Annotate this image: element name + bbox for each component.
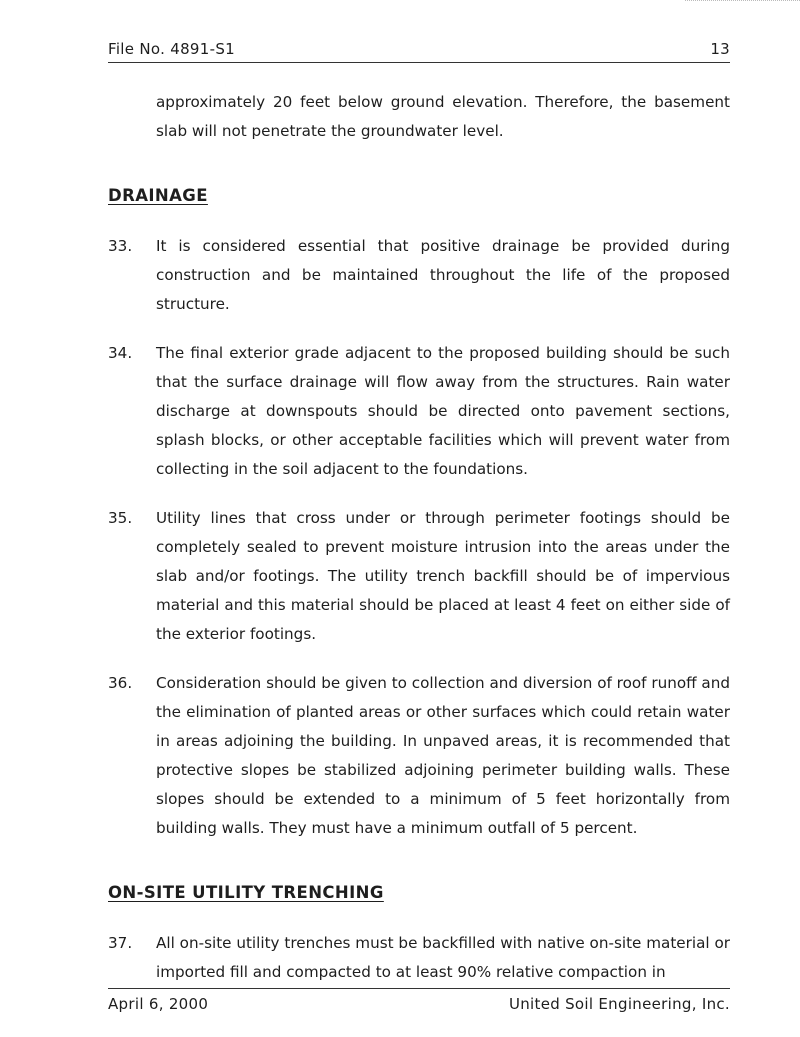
document-body xyxy=(108,88,730,987)
intro-paragraph: approximately 20 feet below ground elevation. Therefore, the basement slab will not penetrate the groundwater level. xyxy=(156,93,730,140)
section-heading-drainage: DRAINAGE xyxy=(108,186,208,205)
file-number: File No. 4891-S1 xyxy=(108,40,235,58)
section-heading-utility-trenching: ON-SITE UTILITY TRENCHING xyxy=(108,883,384,902)
numbered-item-37 xyxy=(108,929,730,987)
item-text: Consideration should be given to collection and diversion of roof runoff and the elimination of planted areas or other surfaces which could retain water in areas adjoining the building. In unpaved areas, it is recommended that protective slopes be stabilized adjoining perimeter building walls. These slopes should be extended to a minimum of 5 feet horizontally from building walls. They must have a minimum outfall of 5 percent. xyxy=(156,674,730,837)
numbered-item-35 xyxy=(108,504,730,649)
report-date: April 6, 2000 xyxy=(108,995,209,1013)
item-number: 33. xyxy=(108,237,133,255)
page-footer xyxy=(108,988,730,1013)
scan-edge-mark xyxy=(685,0,800,4)
item-text: Utility lines that cross under or through perimeter footings should be completely sealed to prevent moisture intrusion into the areas under the slab and/or footings. The utility trench backfill should be of impervious material and this material should be placed at least 4 feet on either side of the exterior footings. xyxy=(156,509,730,643)
item-number: 34. xyxy=(108,344,133,362)
numbered-item-34 xyxy=(108,339,730,484)
numbered-item-33 xyxy=(108,232,730,319)
page-header xyxy=(108,40,730,63)
item-number: 35. xyxy=(108,509,133,527)
item-text: It is considered essential that positive drainage be provided during construction and be maintained throughout the life of the proposed structure. xyxy=(156,237,730,313)
item-number: 37. xyxy=(108,934,133,952)
item-text: The final exterior grade adjacent to the proposed building should be such that the surface drainage will flow away from the structures. Rain water discharge at downspouts should be directed onto pavement sections, splash blocks, or other acceptable facilities which will prevent water from collecting in the soil adjacent to the foundations. xyxy=(156,344,730,478)
item-text: All on-site utility trenches must be backfilled with native on-site material or imported fill and compacted to at least 90% relative compaction in xyxy=(156,934,730,981)
page-number: 13 xyxy=(710,40,730,58)
company-name: United Soil Engineering, Inc. xyxy=(508,995,730,1013)
item-number: 36. xyxy=(108,674,133,692)
numbered-item-36 xyxy=(108,669,730,843)
